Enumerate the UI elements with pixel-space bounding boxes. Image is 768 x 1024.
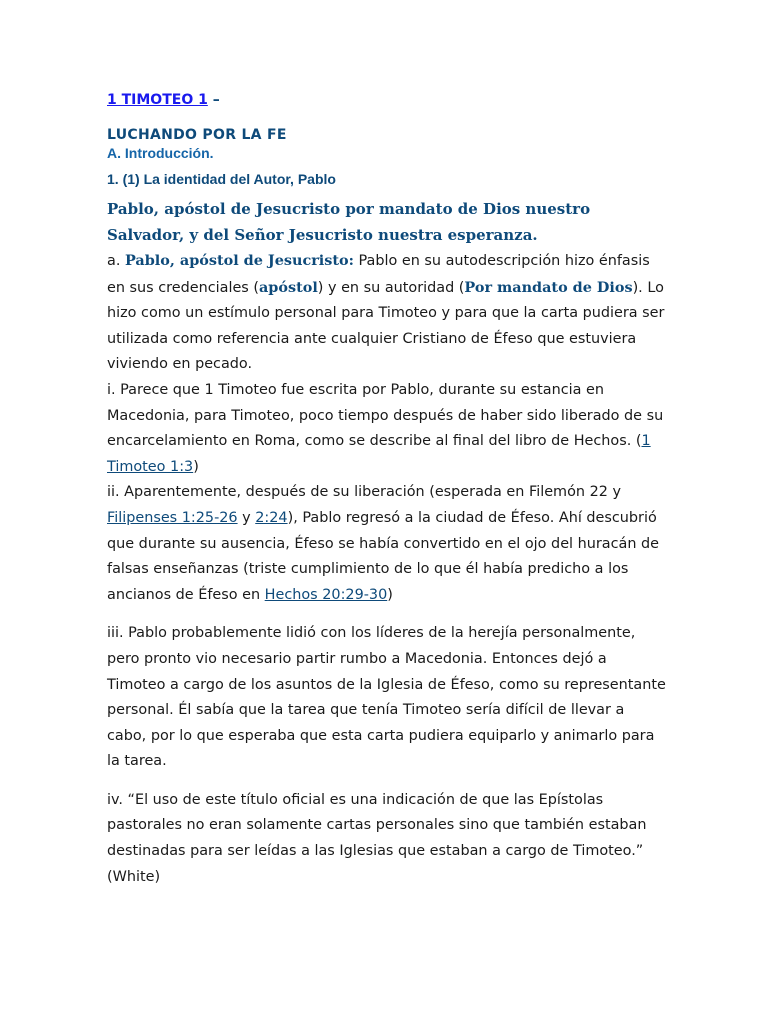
- paragraph-ii-text-2: y: [237, 509, 256, 526]
- reference-link-1-timoteo-1-3[interactable]: 1 Timoteo 1:3: [107, 433, 651, 475]
- paragraph-i: [107, 378, 667, 480]
- paragraph-i-text-1: i. Parece que 1 Timoteo fue escrita por Pablo, durante su estancia en Macedonia, para Timoteo, poco tiempo después de haber sido liberado de su encarcelamiento en Roma, como se describe al final del libro de Hechos. (: [107, 381, 664, 450]
- reference-link-2-24[interactable]: 2:24: [255, 509, 288, 526]
- paragraph-a-text-3: ). Lo hizo como un estímulo personal para Timoteo y para que la carta pudiera ser utilizada como referencia ante cualquier Cristiano de Éfeso que estuviera viviendo en pecado.: [107, 279, 665, 373]
- section-heading: LUCHANDO POR LA FE: [107, 127, 287, 143]
- paragraph-a-text-1: Pablo en su autodescripción hizo énfasis en sus credenciales (: [107, 253, 650, 296]
- subsection-heading: A. Introducción.: [107, 145, 214, 161]
- paragraph-ii-text-1: ii. Aparentemente, después de su liberación (esperada en Filemón 22 y: [107, 484, 621, 501]
- paragraph-iv: iv. “El uso de este título oficial es una indicación de que las Epístolas pastorales no eran solamente cartas personales sino que también estaban destinadas para ser leídas a las Iglesias que estaban a cargo de Timoteo.” (White): [107, 791, 647, 885]
- item-heading: 1. (1) La identidad del Autor, Pablo: [107, 171, 336, 187]
- paragraph-ii: [107, 480, 667, 608]
- paragraph-a-prefix: a.: [107, 253, 125, 269]
- title-link[interactable]: 1 TIMOTEO 1: [107, 92, 208, 108]
- paragraph-a-emphasis-1: Pablo, apóstol de Jesucristo:: [124, 252, 354, 269]
- paragraph-a-text-2: ) y en su autoridad (: [317, 279, 465, 296]
- title-suffix: –: [207, 92, 220, 108]
- paragraph-ii-text-3: ), Pablo regresó a la ciudad de Éfeso. Ahí descubrió que durante su ausencia, Éfeso se había convertido en el ojo del huracán de falsas enseñanzas (triste cumplimiento de lo que él había predicho a los ancianos de Éfeso en: [107, 509, 660, 603]
- paragraph-iii: iii. Pablo probablemente lidió con los líderes de la herejía personalmente, pero pronto vio necesario partir rumbo a Macedonia. Entonces dejó a Timoteo a cargo de los asuntos de la Iglesia de Éfeso, como su representante personal. Él sabía que la tarea que tenía Timoteo sería difícil de llevar a cabo, por lo que esperaba que esta carta pudiera equiparlo y animarlo para la tarea.: [107, 625, 666, 770]
- document-title: [107, 90, 667, 110]
- paragraph-a-emphasis-2: apóstol: [258, 278, 318, 296]
- document-page: [107, 90, 667, 890]
- reference-link-hechos-20-29[interactable]: Hechos 20:29-30: [264, 586, 388, 603]
- reference-link-filipenses-1-25[interactable]: Filipenses 1:25-26: [107, 509, 238, 526]
- verse-text: Pablo, apóstol de Jesucristo por mandato de Dios nuestro Salvador, y del Señor Jesucristo nuestra esperanza.: [107, 200, 591, 244]
- paragraph-i-text-2: ): [193, 458, 199, 475]
- paragraph-a-emphasis-3: Por mandato de Dios: [464, 278, 633, 296]
- paragraph-ii-text-4: ): [387, 586, 393, 603]
- paragraph-a: [107, 248, 667, 378]
